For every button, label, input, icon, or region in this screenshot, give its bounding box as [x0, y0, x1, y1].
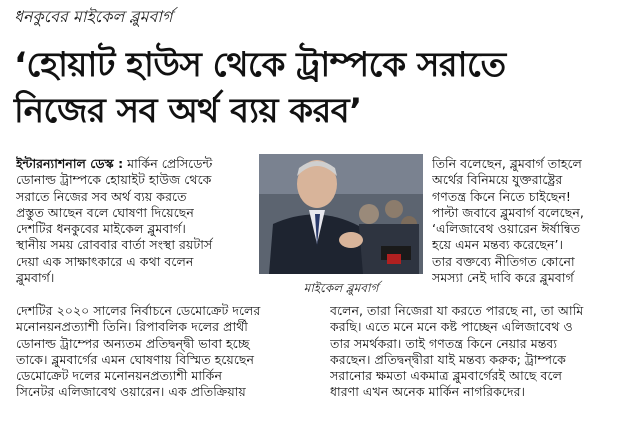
headline [14, 42, 634, 134]
article-column-3 [432, 156, 630, 286]
article-line: ধারণা এখন অনেক মার্কিন নাগরিকদের। [330, 384, 526, 400]
article-line: তিনি বলেছেন, ব্লুমবার্গ তাহলে [432, 156, 582, 171]
article-line: দেয়া এক সাক্ষাৎকারে এ কথা বলেন [16, 253, 194, 269]
article-line: পাল্টা জবাবে ব্লুমবার্গ বলেছেন, [432, 204, 584, 220]
article-line: সিনেটর এলিজাবেথ ওয়ারেন। এক প্রতিক্রিয়ায় [16, 384, 246, 400]
article-line: তাকে। ব্লুমবার্গের এমন ঘোষণায় বিস্মিত হয়েছেন [16, 351, 255, 367]
desk-label: ইন্টারন্যাশনাল ডেস্ক : [16, 156, 124, 171]
article-line: অর্থের বিনিময়ে যুক্তরাষ্ট্রের [432, 172, 563, 188]
kicker-text: ধনকুবের মাইকেল ব্লুমবার্গ [14, 7, 173, 26]
article-line: সরানোর ক্ষমতা একমাত্র ব্লুমবার্গেরই আছে বলে [330, 368, 562, 384]
article-line: ডোনাল্ড ট্রাম্পের অন্যতম প্রতিদ্বন্দ্বী ভাবা হচ্ছে [16, 335, 250, 351]
article-line: ডেমোক্রেট দলের মনোনয়নপ্রত্যাশী মার্কিন [16, 368, 222, 384]
article-line: গণতন্ত্র কিনে নিতে চাইছেন! [432, 188, 571, 204]
portrait-image [259, 154, 423, 274]
photo-caption: মাইকেল ব্লুমবার্গ [303, 281, 379, 295]
article-line: দেশটির ধনকুবের মাইকেল ব্লুমবার্গ। [16, 221, 186, 237]
article-line: ‘এলিজাবেথ ওয়ারেন ঈর্ষান্বিত [432, 221, 581, 237]
news-photo [259, 154, 423, 274]
article-line: ইন্টারন্যাশনাল ডেস্ক : মার্কিন প্রেসিডেন্ট [16, 156, 213, 171]
article-column-1-lower [16, 303, 322, 401]
headline-line-1: ‘হোয়াট হাউস থেকে ট্রাম্পকে সরাতে [14, 45, 506, 85]
article-line: মনোনয়নপ্রত্যাশী তিনি। রিপাবলিক দলের প্রার্থী [16, 319, 248, 335]
headline-line-2: নিজের সব অর্থ ব্যয় করব’ [14, 91, 362, 131]
article-line: স্থানীয় সময় রোববার বার্তা সংস্থা রয়টার্স [16, 237, 213, 253]
article-line: হয়ে এমন মন্তব্য করেছেন’। [432, 237, 564, 253]
article-line: করছেন। প্রতিদ্বন্দ্বীরা যাই মন্তব্য করুক; ট্রাম্পকে [330, 351, 566, 367]
article-column-3-lower [330, 303, 630, 401]
article-line: বলেন, তারা নিজেরা যা করতে পারছে না, তা আমি [330, 303, 584, 318]
article-line: তার বক্তব্যে নীতিগত কোনো [432, 253, 575, 269]
article-line: সমস্যা নেই দাবি করে ব্লুমবার্গ [432, 270, 574, 286]
article-line: তার সমর্থকরা। তাই গণতন্ত্র কিনে নেয়ার মন্তব্য [330, 335, 558, 351]
article-line: প্রস্তুত আছেন বলে ঘোষণা দিয়েছেন [16, 204, 194, 220]
article-line: ব্লুমবার্গ। [16, 270, 55, 286]
article-line: দেশটির ২০২০ সালের নির্বাচনে ডেমোক্রেট দলের [16, 303, 261, 318]
article-line: ডোনাল্ড ট্রাম্পকে হোয়াইট হাউজ থেকে [16, 172, 212, 188]
article-line: করছি। এতে মনে মনে কষ্ট পাচ্ছেন এলিজাবেথ ও [330, 319, 573, 335]
article-line: সরাতে নিজের সব অর্থ ব্যয় করতে [16, 188, 187, 204]
article-column-1 [16, 156, 252, 286]
